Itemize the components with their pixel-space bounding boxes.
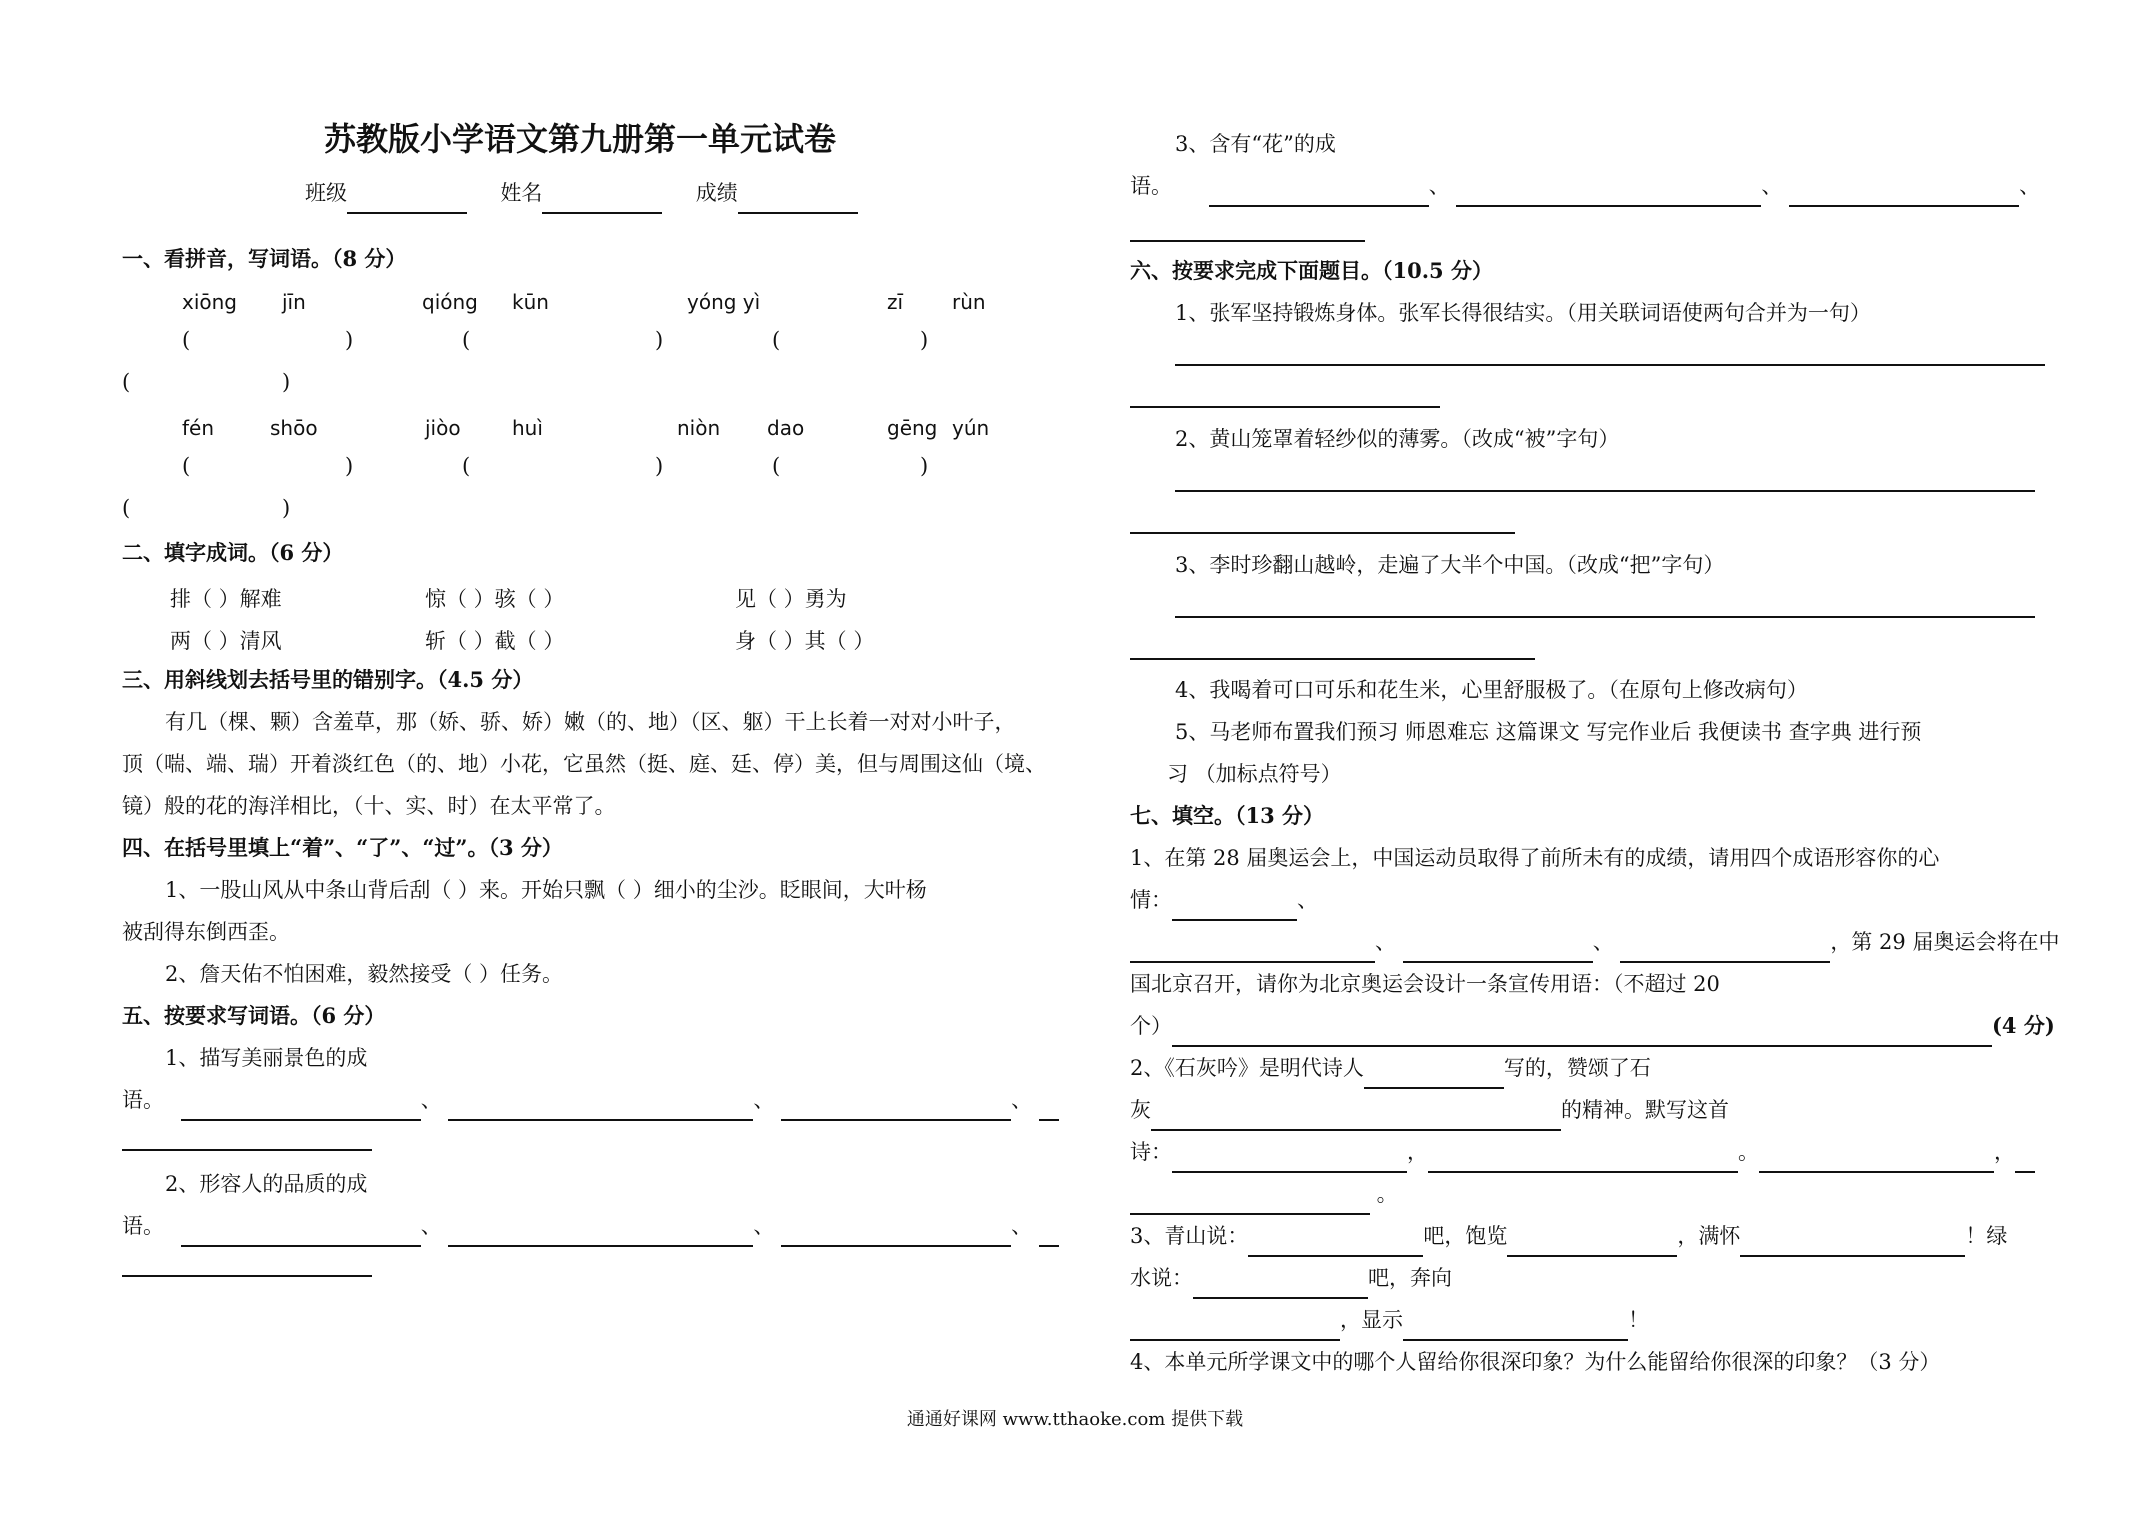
answer-row — [1130, 879, 2150, 921]
answer-blank[interactable] — [1428, 1143, 1738, 1173]
question-text: 1、描写美丽景色的成 — [165, 1046, 368, 1070]
question-text: ，显示 — [1340, 1308, 1403, 1332]
answer-blank[interactable] — [122, 1149, 372, 1151]
question-text: 灰 — [1130, 1098, 1151, 1122]
answer-blank[interactable] — [1130, 1185, 1370, 1215]
pinyin: dao — [767, 416, 805, 440]
answer-paren[interactable]: ( — [122, 496, 131, 520]
answer-line[interactable] — [1130, 658, 1535, 660]
fill-item[interactable]: 两（ ）清风 — [170, 629, 282, 653]
class-label: 班级 — [305, 181, 347, 205]
yu-label: 语。 — [122, 1214, 164, 1238]
yu-label: 语。 — [122, 1088, 164, 1112]
question-text: 2、黄山笼罩着轻纱似的薄雾。（改成“被”字句） — [1175, 427, 1620, 451]
answer-paren[interactable]: ( — [462, 454, 471, 478]
pinyin: shōo — [270, 416, 318, 440]
question-text: 写的，赞颂了石 — [1503, 1056, 1651, 1080]
answer-blank[interactable] — [1039, 1091, 1059, 1121]
separator: 、 — [1375, 930, 1396, 954]
score-note: (4 分) — [1992, 1013, 2055, 1038]
answer-blank[interactable] — [1403, 933, 1593, 963]
answer-line[interactable] — [1175, 364, 2045, 366]
answer-row: 诗： ， 。 ， — [1130, 1131, 2150, 1173]
answer-paren: ) — [282, 496, 291, 520]
answer-paren: ) — [345, 328, 354, 352]
answer-blank[interactable] — [1209, 177, 1429, 207]
answer-blank[interactable] — [1248, 1227, 1423, 1257]
pinyin: huì — [512, 416, 543, 440]
question-text: 2、詹天佑不怕困难，毅然接受（ ）任务。 — [165, 962, 564, 986]
answer-row — [1130, 1215, 2150, 1257]
yu-label: 语。 — [1130, 174, 1172, 198]
answer-blank[interactable] — [1364, 1059, 1504, 1089]
answer-line[interactable] — [1130, 406, 1440, 408]
answer-paren[interactable]: ( — [462, 328, 471, 352]
right-column — [1075, 0, 2150, 1518]
answer-row — [1130, 1005, 2150, 1047]
section-7-heading: 七、填空。（13 分） — [1130, 803, 1325, 828]
answer-blank[interactable] — [1130, 1311, 1340, 1341]
passage-line: 顶（喘、端、瑞）开着淡红色（的、地）小花，它虽然（挺、庭、廷、停）美，但与周围这仙（境、 — [122, 752, 1046, 776]
answer-blank[interactable] — [448, 1091, 753, 1121]
question-text: 诗： — [1130, 1140, 1172, 1164]
answer-blank[interactable] — [1151, 1101, 1561, 1131]
answer-blank[interactable] — [2015, 1143, 2035, 1173]
question-text: 2、《石灰吟》是明代诗人 — [1130, 1056, 1364, 1080]
question-text: 的精神。默写这首 — [1561, 1098, 1729, 1122]
separator: 、 — [420, 1214, 442, 1238]
answer-row — [1130, 1257, 2150, 1299]
separator: 、 — [1761, 174, 1783, 198]
answer-row — [122, 1079, 1075, 1121]
score-blank[interactable] — [738, 184, 858, 214]
fill-item[interactable]: 见（ ）勇为 — [735, 587, 847, 611]
answer-row — [122, 1205, 1075, 1247]
separator: 、 — [753, 1214, 775, 1238]
answer-line[interactable] — [1130, 532, 1515, 534]
answer-row — [1130, 1299, 2150, 1341]
question-text: 情： — [1130, 888, 1172, 912]
section-5-heading: 五、按要求写词语。（6 分） — [122, 1003, 386, 1028]
answer-blank[interactable] — [1740, 1227, 1965, 1257]
question-text: 2、形容人的品质的成 — [165, 1172, 368, 1196]
fill-item[interactable]: 惊（ ）骇（ ） — [425, 587, 565, 611]
pinyin: xiōng — [182, 290, 237, 314]
answer-paren[interactable]: ( — [772, 328, 781, 352]
footer-credit: 通通好课网 www.tthaoke.com 提供下载 — [906, 1409, 1244, 1430]
name-blank[interactable] — [542, 184, 662, 214]
answer-blank[interactable] — [1759, 1143, 1994, 1173]
answer-blank[interactable] — [1172, 891, 1297, 921]
question-text: ，第 29 届奥运会将在中 — [1830, 930, 2060, 954]
question-text: 5、马老师布置我们预习 师恩难忘 这篇课文 写完作业后 我便读书 查字典 进行预 — [1175, 720, 1922, 744]
section-6-heading: 六、按要求完成下面题目。（10.5 分） — [1130, 258, 1493, 283]
answer-paren: ) — [282, 370, 291, 394]
answer-row: 。 — [1130, 1173, 2150, 1215]
answer-blank[interactable] — [1507, 1227, 1677, 1257]
answer-paren: ) — [920, 454, 929, 478]
separator: 、 — [1011, 1214, 1033, 1238]
answer-line[interactable] — [1175, 616, 2035, 618]
question-text: 1、一股山风从中条山背后刮（ ）来。开始只飘（ ）细小的尘沙。眨眼间，大叶杨 — [165, 878, 927, 902]
answer-paren: ) — [655, 328, 664, 352]
answer-row — [1130, 1089, 2150, 1131]
section-3-heading: 三、用斜线划去括号里的错别字。（4.5 分） — [122, 667, 534, 692]
answer-row — [1130, 1047, 2150, 1089]
question-text: ，满怀 — [1677, 1224, 1741, 1248]
answer-blank[interactable] — [1193, 1269, 1368, 1299]
fill-item[interactable]: 斩（ ）截（ ） — [425, 629, 565, 653]
question-text: 1、张军坚持锻炼身体。张军长得很结实。（用关联词语使两句合并为一句） — [1175, 301, 1871, 325]
question-text: 4、本单元所学课文中的哪个人留给你很深印象？为什么能留给你很深的印象？（3 分） — [1130, 1350, 1941, 1374]
answer-blank[interactable] — [181, 1217, 421, 1247]
answer-blank[interactable] — [1039, 1217, 1059, 1247]
fill-item[interactable]: 排（ ）解难 — [170, 587, 282, 611]
answer-blank[interactable] — [1403, 1311, 1628, 1341]
answer-paren[interactable]: ( — [182, 454, 191, 478]
pinyin: zī — [887, 290, 904, 314]
separator: 、 — [1592, 930, 1614, 954]
question-text: 4、我喝着可口可乐和花生米，心里舒服极了。（在原句上修改病句） — [1175, 678, 1808, 702]
answer-blank[interactable] — [1130, 240, 1365, 242]
class-blank[interactable] — [347, 184, 467, 214]
answer-blank[interactable] — [781, 1217, 1011, 1247]
question-text: 3、李时珍翻山越岭，走遍了大半个中国。（改成“把”字句） — [1175, 553, 1725, 577]
pinyin: jīn — [282, 290, 306, 314]
separator: 、 — [1428, 174, 1450, 198]
separator: 、 — [753, 1088, 775, 1112]
question-text: 3、含有“花”的成 — [1175, 132, 1336, 156]
answer-blank[interactable] — [122, 1275, 372, 1277]
question-text: 1、在第 28 届奥运会上，中国运动员取得了前所未有的成绩，请用四个成语形容你的心 — [1130, 846, 1940, 870]
answer-blank[interactable] — [448, 1217, 753, 1247]
section-1-heading: 一、看拼音，写词语。（8 分） — [122, 246, 407, 271]
answer-blank[interactable] — [1789, 177, 2019, 207]
answer-paren[interactable]: ( — [772, 454, 781, 478]
answer-blank[interactable] — [181, 1091, 421, 1121]
answer-blank[interactable] — [1456, 177, 1761, 207]
question-text: ！绿 — [1965, 1224, 2008, 1248]
question-text: 吧，饱览 — [1423, 1224, 1508, 1248]
question-text: 习 （加标点符号） — [1167, 762, 1342, 786]
answer-paren[interactable]: ( — [182, 328, 191, 352]
pinyin: yóng yì — [687, 290, 761, 314]
page-title: 苏教版小学语文第九册第一单元试卷 — [323, 120, 836, 158]
passage-line: 有几（棵、颗）含羞草，那（娇、骄、娇）嫩（的、地）（区、躯）干上长着一对对小叶子， — [165, 710, 1016, 734]
separator: 、 — [2019, 174, 2041, 198]
name-label: 姓名 — [500, 181, 543, 205]
pinyin: kūn — [512, 290, 549, 314]
pinyin: gēng — [887, 416, 938, 440]
pinyin: rùn — [952, 290, 986, 314]
header-fields — [305, 172, 905, 214]
question-text: 水说： — [1130, 1266, 1193, 1290]
section-2-heading: 二、填字成词。（6 分） — [122, 540, 344, 565]
question-text: 吧，奔向 — [1368, 1266, 1452, 1290]
answer-line[interactable] — [1175, 490, 2035, 492]
separator: 、 — [420, 1088, 442, 1112]
slogan-blank[interactable] — [1172, 1017, 1992, 1047]
question-text: 国北京召开，请你为北京奥运会设计一条宣传用语：（不超过 20 — [1130, 972, 1720, 996]
answer-row — [1130, 921, 2150, 963]
question-text: ！ — [1628, 1308, 1649, 1332]
pinyin: fén — [182, 416, 215, 440]
pinyin: yún — [952, 416, 990, 440]
question-text: 被刮得东倒西歪。 — [122, 920, 290, 944]
answer-blank[interactable] — [1620, 933, 1830, 963]
passage-line: 镜）般的花的海洋相比，（十、实、时）在太平常了。 — [122, 794, 616, 818]
answer-paren[interactable]: ( — [122, 370, 131, 394]
section-4-heading: 四、在括号里填上“着”、“了”、“过”。（3 分） — [122, 835, 563, 860]
answer-blank[interactable] — [1172, 1143, 1407, 1173]
pinyin: qióng — [422, 290, 478, 314]
answer-paren: ) — [655, 454, 664, 478]
question-text: 3、青山说： — [1130, 1224, 1249, 1248]
question-text: 个） — [1130, 1014, 1172, 1038]
answer-blank[interactable] — [781, 1091, 1011, 1121]
separator: 、 — [1297, 888, 1318, 912]
answer-paren: ) — [345, 454, 354, 478]
separator: 、 — [1011, 1088, 1033, 1112]
pinyin: niòn — [677, 416, 721, 440]
answer-paren: ) — [920, 328, 929, 352]
fill-item[interactable]: 身（ ）其（ ） — [735, 629, 875, 653]
answer-blank[interactable] — [1130, 933, 1375, 963]
pinyin: jiòo — [425, 416, 461, 440]
score-label: 成绩 — [695, 181, 738, 205]
answer-row — [1130, 165, 2150, 207]
